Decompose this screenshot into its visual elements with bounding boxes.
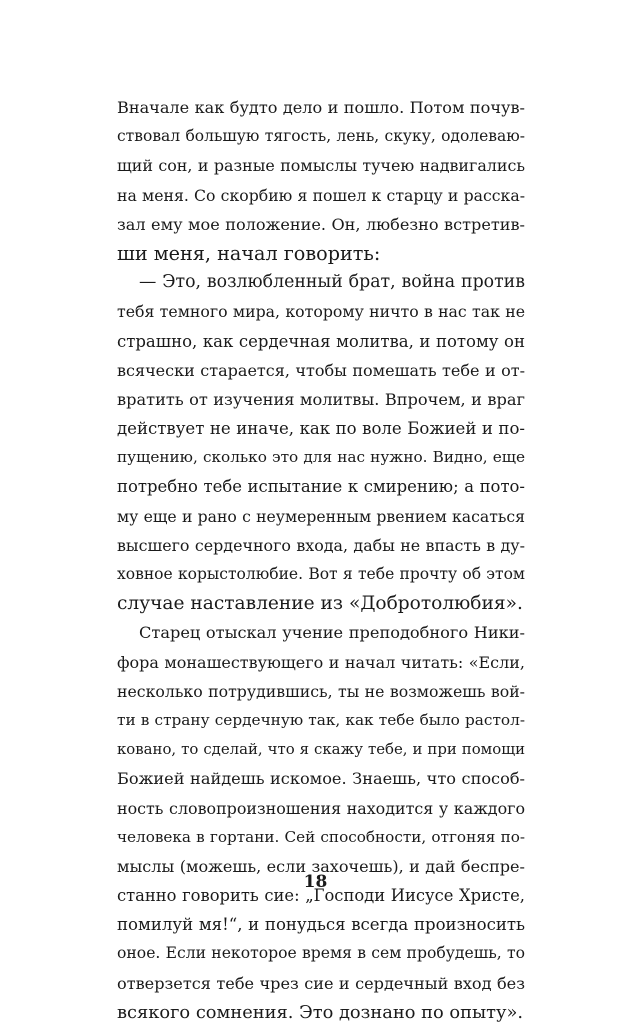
text-line: Божией найдешь искомое. Знаешь, что способ- (117, 769, 525, 789)
text-line: потребно тебе испытание к смирению; а пото- (117, 477, 525, 497)
text-line: ствовал большую тягость, лень, скуку, одолеваю- (117, 127, 525, 146)
text-line: оное. Если некоторое время в сем пробудешь, то (117, 944, 525, 963)
text-line: мыслы (можешь, если захочешь), и дай беспре- (117, 856, 525, 876)
text-line: всячески старается, чтобы помешать тебе и от- (117, 360, 525, 380)
text-line: ти в страну сердечную так, как тебе было растол- (117, 710, 525, 729)
text-line: страшно, как сердечная молитва, и потому он (117, 331, 525, 351)
text-line: пущению, сколько это для нас нужно. Видно, еще (117, 448, 525, 467)
text-line: человека в гортани. Сей способности, отгоняя по- (117, 827, 525, 846)
text-line: ши меня, начал говорить: (117, 241, 381, 265)
text-line: вратить от изучения молитвы. Впрочем, и враг (117, 389, 525, 409)
text-line: высшего сердечного входа, дабы не впасть в ду- (117, 535, 525, 555)
text-line: всякого сомнения. Это дознано по опыту». (117, 1001, 524, 1023)
text-line: отверзется тебе чрез сие и сердечный вход без (117, 973, 525, 993)
text-line: — Это, возлюбленный брат, война против (139, 272, 525, 293)
text-line: Вначале как будто дело и пошло. Потом почув- (117, 98, 525, 117)
text-line: щий сон, и разные помыслы тучею надвигались (117, 156, 525, 176)
page-number: 18 (303, 872, 328, 892)
text-line: фора монашествующего и начал читать: «Если, (117, 652, 525, 672)
text-line: ность словопроизношения находится у каждого (117, 798, 525, 818)
text-line: случае наставление из «Добротолюбия». (117, 593, 523, 615)
text-line: му еще и рано с неумеренным рвением касаться (117, 506, 525, 526)
text-line: помилуй мя!“, и понудься всегда произносить (117, 915, 525, 935)
text-line: тебя темного мира, которому ничто в нас так не (117, 302, 525, 322)
text-line: станно говорить сие: „Господи Иисусе Христе, (117, 886, 525, 906)
text-line: несколько потрудившись, ты не возможешь вой- (117, 681, 525, 701)
text-line: ховное корыстолюбие. Вот я тебе прочту об этом (117, 565, 525, 583)
text-line: ковано, то сделай, что я скажу тебе, и при помощи (117, 740, 525, 759)
text-line: Старец отыскал учение преподобного Ники- (139, 623, 525, 643)
text-line: действует не иначе, как по воле Божией и по- (117, 419, 525, 439)
text-line: на меня. Со скорбию я пошел к старцу и расска- (117, 185, 525, 205)
text-line: зал ему мое положение. Он, любезно встретив- (117, 214, 525, 234)
